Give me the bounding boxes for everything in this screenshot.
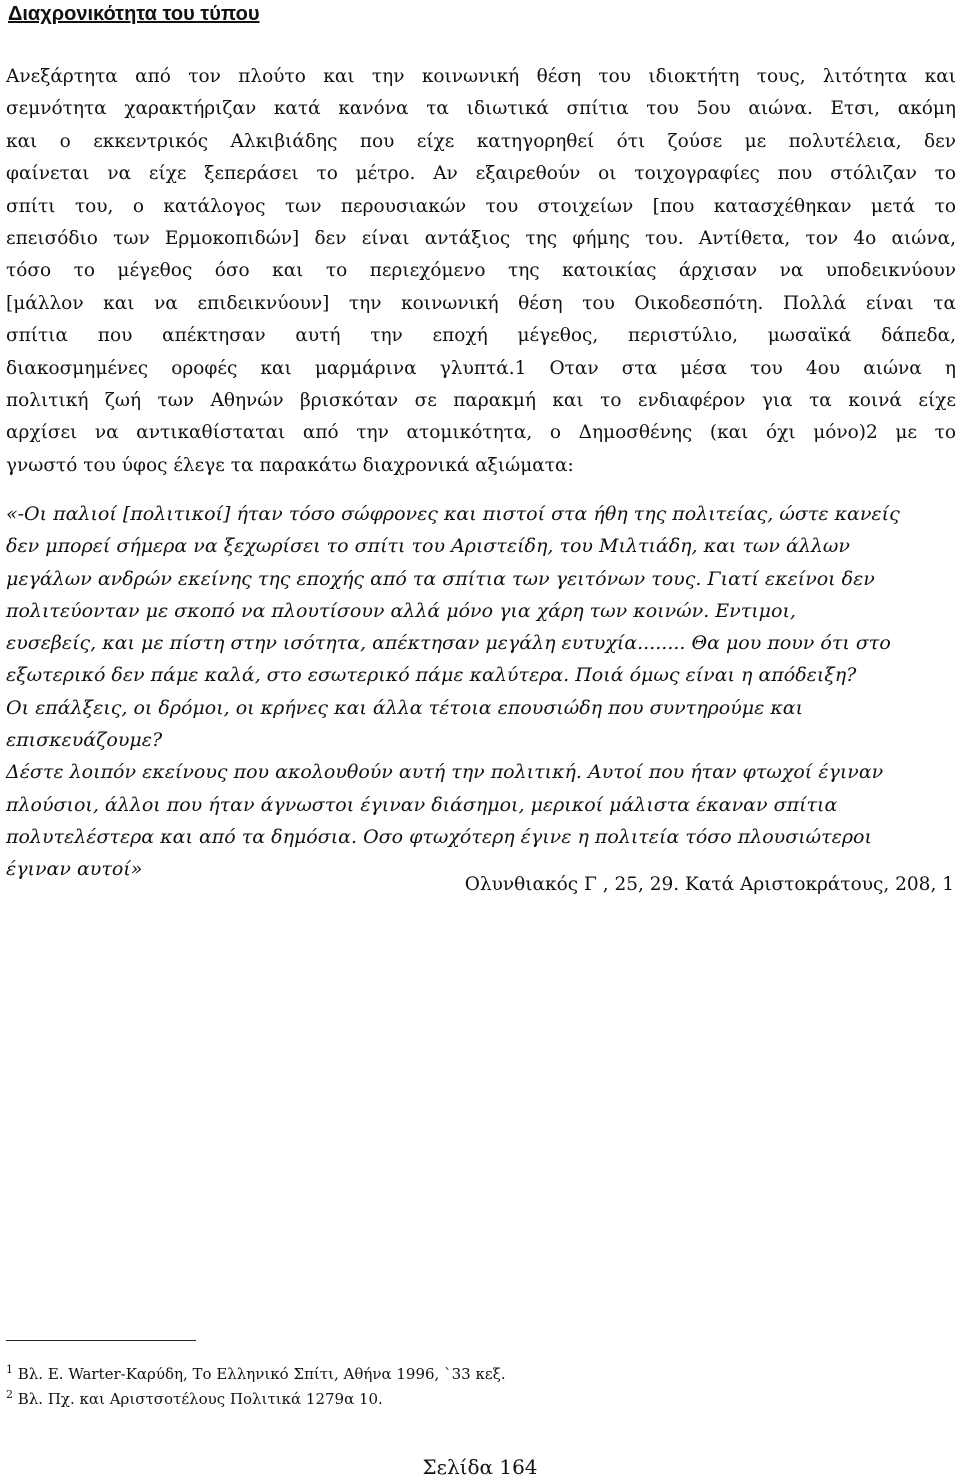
footnote-number: 2: [6, 1388, 13, 1401]
quote-line: δεν μπορεί σήμερα να ξεχωρίσει το σπίτι του Αριστείδη, του Μιλτιάδη, και των άλλων: [6, 535, 850, 558]
footnote-number: 1: [6, 1363, 13, 1376]
section-title: Διαχρονικότητα του τύπου: [8, 3, 260, 25]
quote-line: Οι επάλξεις, οι δρόμοι, οι κρήνες και άλλα τέτοια επουσιώδη που συντηρούμε και: [6, 696, 804, 719]
quote-line: Δέστε λοιπόν εκείνους που ακολουθούν αυτή την πολιτική. Αυτοί που ήταν φτωχοί έγιναν: [6, 761, 884, 784]
footnote-divider: [6, 1340, 196, 1341]
paragraph-line: πολιτική ζωή των Αθηνών βρισκόταν σε παρακμή και το ενδιαφέρον για τα κοινά είχε: [6, 390, 956, 412]
footnote-text: Βλ. Ε. Warter-Καρύδη, Το Ελληνικό Σπίτι, Αθήνα 1996, `33 κεξ.: [17, 1365, 506, 1383]
paragraph-line: γνωστό του ύφος έλεγε τα παρακάτω διαχρονικά αξιώματα:: [6, 454, 574, 476]
page-number: Σελίδα 164: [422, 1455, 538, 1479]
quote-line: επισκευάζουμε?: [6, 729, 163, 752]
footnote-1: [6, 1364, 506, 1384]
paragraph-line: σπίτι του, ο κατάλογος των περουσιακών του στοιχείων [που κατασχέθηκαν μετά το: [6, 195, 956, 217]
quote-line: πλούσιοι, άλλοι που ήταν άγνωστοι έγιναν διάσημοι, μερικοί μάλιστα έκαναν σπίτια: [6, 793, 838, 816]
paragraph-line: τόσο το μέγεθος όσο και το περιεχόμενο της κατοικίας άρχισαν να υποδεικνύουν: [6, 260, 956, 282]
quote-line: πολιτεύονταν με σκοπό να πλουτίσουν αλλά μόνο για χάρη των κοινών. Εντιμοι,: [6, 599, 796, 622]
paragraph-line: επεισόδιο των Ερμοκοπιδών] δεν είναι αντάξιος της φήμης του. Αντίθετα, τον 4ο αιώνα,: [6, 228, 956, 250]
body-paragraph: [6, 61, 956, 482]
paragraph-line: Ανεξάρτητα από τον πλούτο και την κοινωνική θέση του ιδιοκτήτη τους, λιτότητα και: [6, 66, 956, 87]
paragraph-line: φαίνεται να είχε ξεπεράσει το μέτρο. Αν εξαιρεθούν οι τοιχογραφίες που στόλιζαν το: [6, 163, 956, 185]
paragraph-line: σεμνότητα χαρακτήριζαν κατά κανόνα τα ιδιωτικά σπίτια του 5ου αιώνα. Ετσι, ακόμη: [6, 98, 956, 120]
footnote-text: Βλ. Πχ. και Αριστσοτέλους Πολιτικά 1279α 10.: [17, 1390, 383, 1408]
quote-line: έγιναν αυτοί»: [6, 858, 143, 881]
quotation-block: [6, 498, 956, 886]
quote-line: πολυτελέστερα και από τα δημόσια. Οσο φτωχότερη έγινε η πολιτεία τόσο πλουσιώτεροι: [6, 825, 872, 848]
paragraph-line: διακοσμημένες οροφές και μαρμάρινα γλυπτά.1 Οταν στα μέσα του 4ου αιώνα η: [6, 357, 956, 379]
quote-line: ευσεβείς, και με πίστη στην ισότητα, απέκτησαν μεγάλη ευτυχία........ Θα μου πουν ότι στο: [6, 632, 891, 655]
quote-line: μεγάλων ανδρών εκείνης της εποχής από τα σπίτια των γειτόνων τους. Γιατί εκείνοι δεν: [6, 567, 875, 590]
quote-line: εξωτερικό δεν πάμε καλά, στο εσωτερικό πάμε καλύτερα. Ποιά όμως είναι η απόδειξη?: [6, 664, 857, 687]
paragraph-line: και ο εκκεντρικός Αλκιβιάδης που είχε κατηγορηθεί ότι ζούσε με πολυτέλεια, δεν: [6, 130, 956, 152]
paragraph-line: σπίτια που απέκτησαν αυτή την εποχή μέγεθος, περιστύλιο, μωσαϊκά δάπεδα,: [6, 325, 956, 347]
paragraph-line: αρχίσει να αντικαθίσταται από την ατομικότητα, ο Δημοσθένης (και όχι μόνο)2 με το: [6, 422, 956, 444]
paragraph-line: [μάλλον και να επιδεικνύουν] την κοινωνική θέση του Οικοδεσπότη. Πολλά είναι τα: [6, 292, 956, 314]
footnote-2: [6, 1389, 383, 1409]
quote-citation: Ολυνθιακός Γ , 25, 29. Κατά Αριστοκράτους, 208, 1: [464, 874, 954, 895]
quote-line: «-Οι παλιοί [πολιτικοί] ήταν τόσο σώφρονες και πιστοί στα ήθη της πολιτείας, ώστε κανείς: [6, 503, 900, 525]
